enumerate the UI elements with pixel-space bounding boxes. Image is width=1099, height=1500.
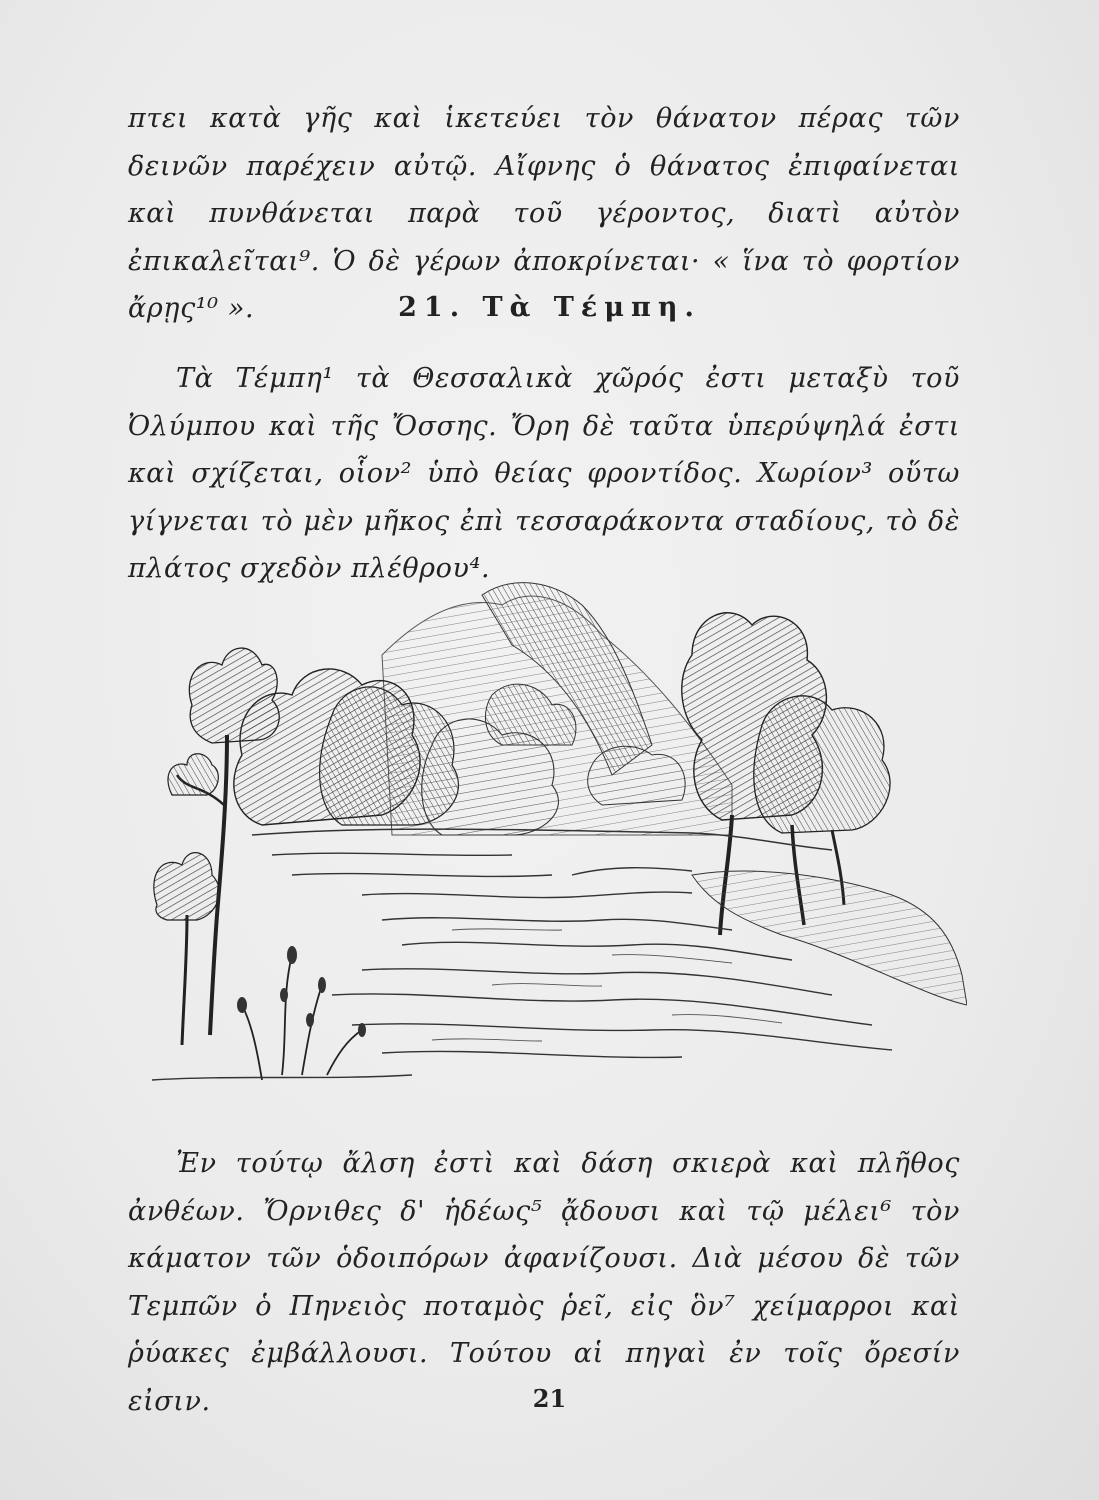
tempe-valley-illustration: [132, 575, 967, 1085]
paragraph-tempe-nature: Ἐν τούτῳ ἄλση ἐστὶ καὶ δάση σκιερὰ καὶ πλῆθος ἀνθέων. Ὄρνιθες δ' ἡδέως⁵ ᾄδουσι καὶ τῷ μέλει⁶ τὸν κάματον τῶν ὁδοιπόρων ἀφανίζουσι. Διὰ μέσου δὲ τῶν Τεμπῶν ὁ Πηνειὸς ποταμὸς ῥεῖ, εἰς ὃν⁷ χείμαρροι καὶ ῥύακες ἐμβάλλουσι. Τούτου αἱ πηγαὶ ἐν τοῖς ὄρεσίν εἰσιν.: [128, 1148, 960, 1417]
page-number: 21: [532, 1384, 567, 1413]
paragraph-continuation: πτει κατὰ γῆς καὶ ἱκετεύει τὸν θάνατον πέρας τῶν δεινῶν παρέχειν αὐτῷ. Αἴφνης ὁ θάνατος ἐπιφαίνεται καὶ πυνθάνεται παρὰ τοῦ γέροντος, διατὶ αὐτὸν ἐπικαλεῖται⁹. Ὁ δὲ γέρων ἀποκρίνεται· « ἵνα τὸ φορτίον ἄρῃς¹⁰ ».: [128, 103, 960, 324]
paragraph-tempe-description: Τὰ Τέμπη¹ τὰ Θεσσαλικὰ χῶρός ἐστι μεταξὺ τοῦ Ὀλύμπου καὶ τῆς Ὄσσης. Ὄρη δὲ ταῦτα ὑπερύψηλά ἐστι καὶ σχίζεται, οἷον² ὑπὸ θείας φροντίδος. Χωρίον³ οὕτω γίγνεται τὸ μὲν μῆκος ἐπὶ τεσσαράκοντα σταδίους, τὸ δὲ πλάτος σχεδὸν πλέθρου⁴.: [128, 363, 960, 584]
section-heading: 21. Τὰ Τέμπη.: [398, 292, 701, 323]
